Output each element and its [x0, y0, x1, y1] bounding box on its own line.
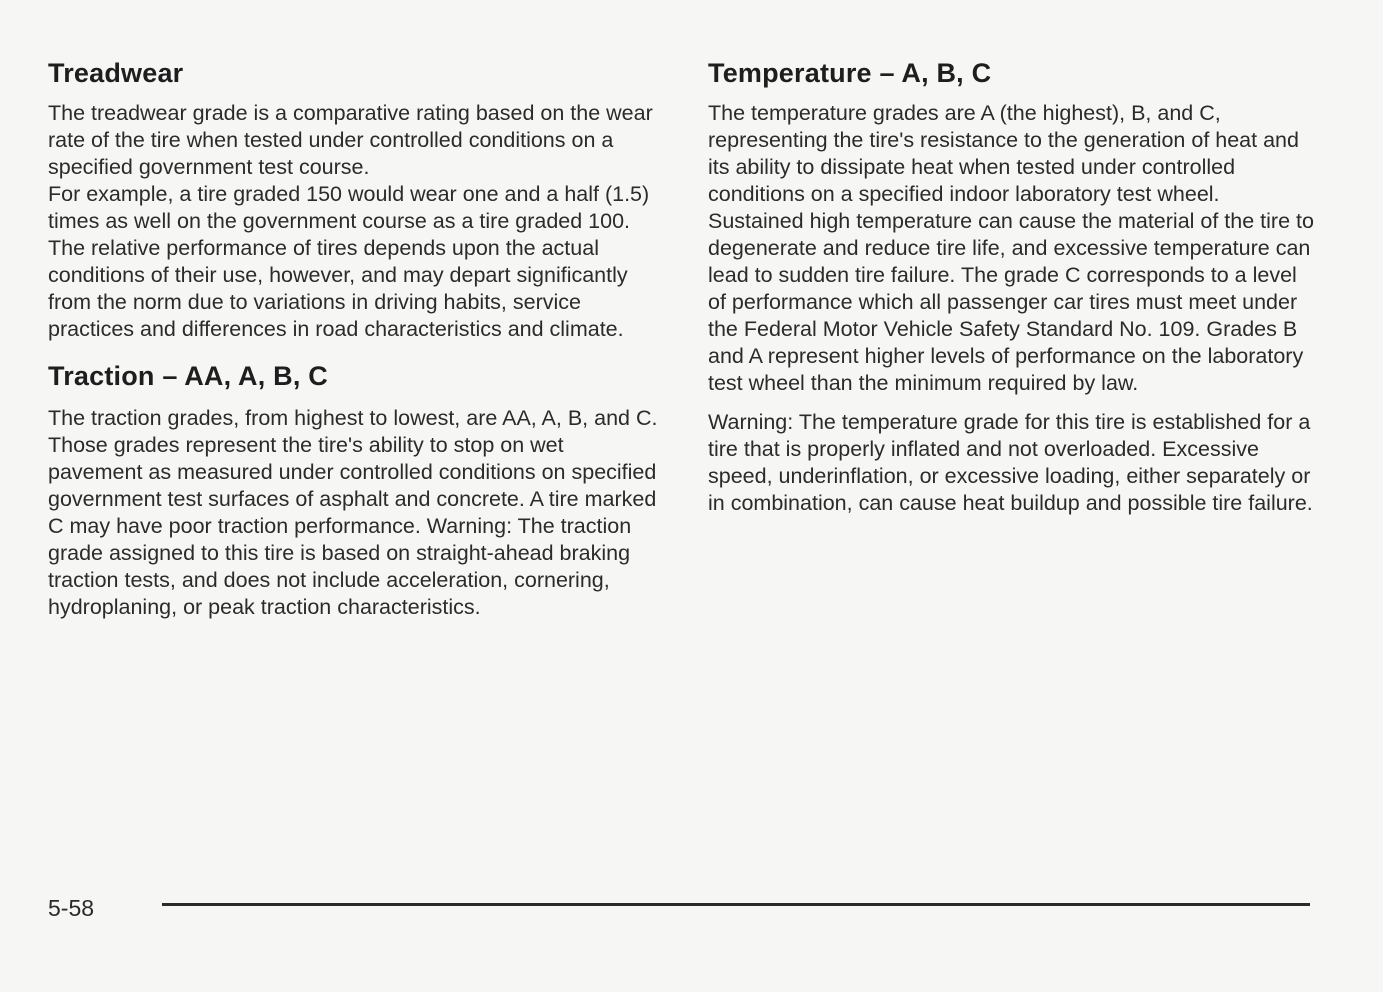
- traction-paragraph: The traction grades, from highest to lowest, are AA, A, B, and C. Those grades represent the tire's ability to stop on wet pavement as measured under controlled conditions on specified government test surfaces of asphalt and concrete. A tire marked C may have poor traction performance. Warning: The traction grade assigned to this tire is based on straight-ahead braking traction tests, and does not include acceleration, cornering, hydroplaning, or peak traction characteristics.: [48, 406, 658, 619]
- treadwear-heading: Treadwear: [48, 58, 184, 88]
- left-column: [48, 56, 658, 621]
- temperature-heading: Temperature – A, B, C: [708, 58, 992, 88]
- traction-heading: Traction – AA, A, B, C: [48, 361, 328, 391]
- page-number: 5-58: [48, 895, 95, 921]
- temperature-section: [708, 56, 1318, 517]
- footer-divider: [162, 903, 1310, 906]
- temperature-paragraph-2: Warning: The temperature grade for this tire is established for a tire that is properly inflated and not overloaded. Excessive speed, underinflation, or excessive loading, either separately or in combination, can cause heat buildup and possible tire failure.: [708, 410, 1313, 515]
- temperature-paragraph-1: The temperature grades are A (the highest), B, and C, representing the tire's resistance to the generation of heat and its ability to dissipate heat when tested under controlled conditions on a specified indoor laboratory test wheel. Sustained high temperature can cause the material of the tire to degenerate and reduce tire life, and excessive temperature can lead to sudden tire failure. The grade C corresponds to a level of performance which all passenger car tires must meet under the Federal Motor Vehicle Safety Standard No. 109. Grades B and A represent higher levels of performance on the laboratory test wheel than the minimum required by law.: [708, 101, 1314, 395]
- right-column: [708, 56, 1318, 517]
- traction-section: [48, 359, 658, 621]
- treadwear-paragraph-2: For example, a tire graded 150 would wear one and a half (1.5) times as well on the government course as a tire graded 100. The relative performance of tires depends upon the actual conditions of their use, however, and may depart significantly from the norm due to variations in driving habits, service practices and differences in road characteristics and climate.: [48, 182, 650, 341]
- treadwear-section: [48, 56, 658, 343]
- treadwear-paragraph-1: The treadwear grade is a comparative rating based on the wear rate of the tire when tested under controlled conditions on a specified government test course.: [48, 101, 653, 179]
